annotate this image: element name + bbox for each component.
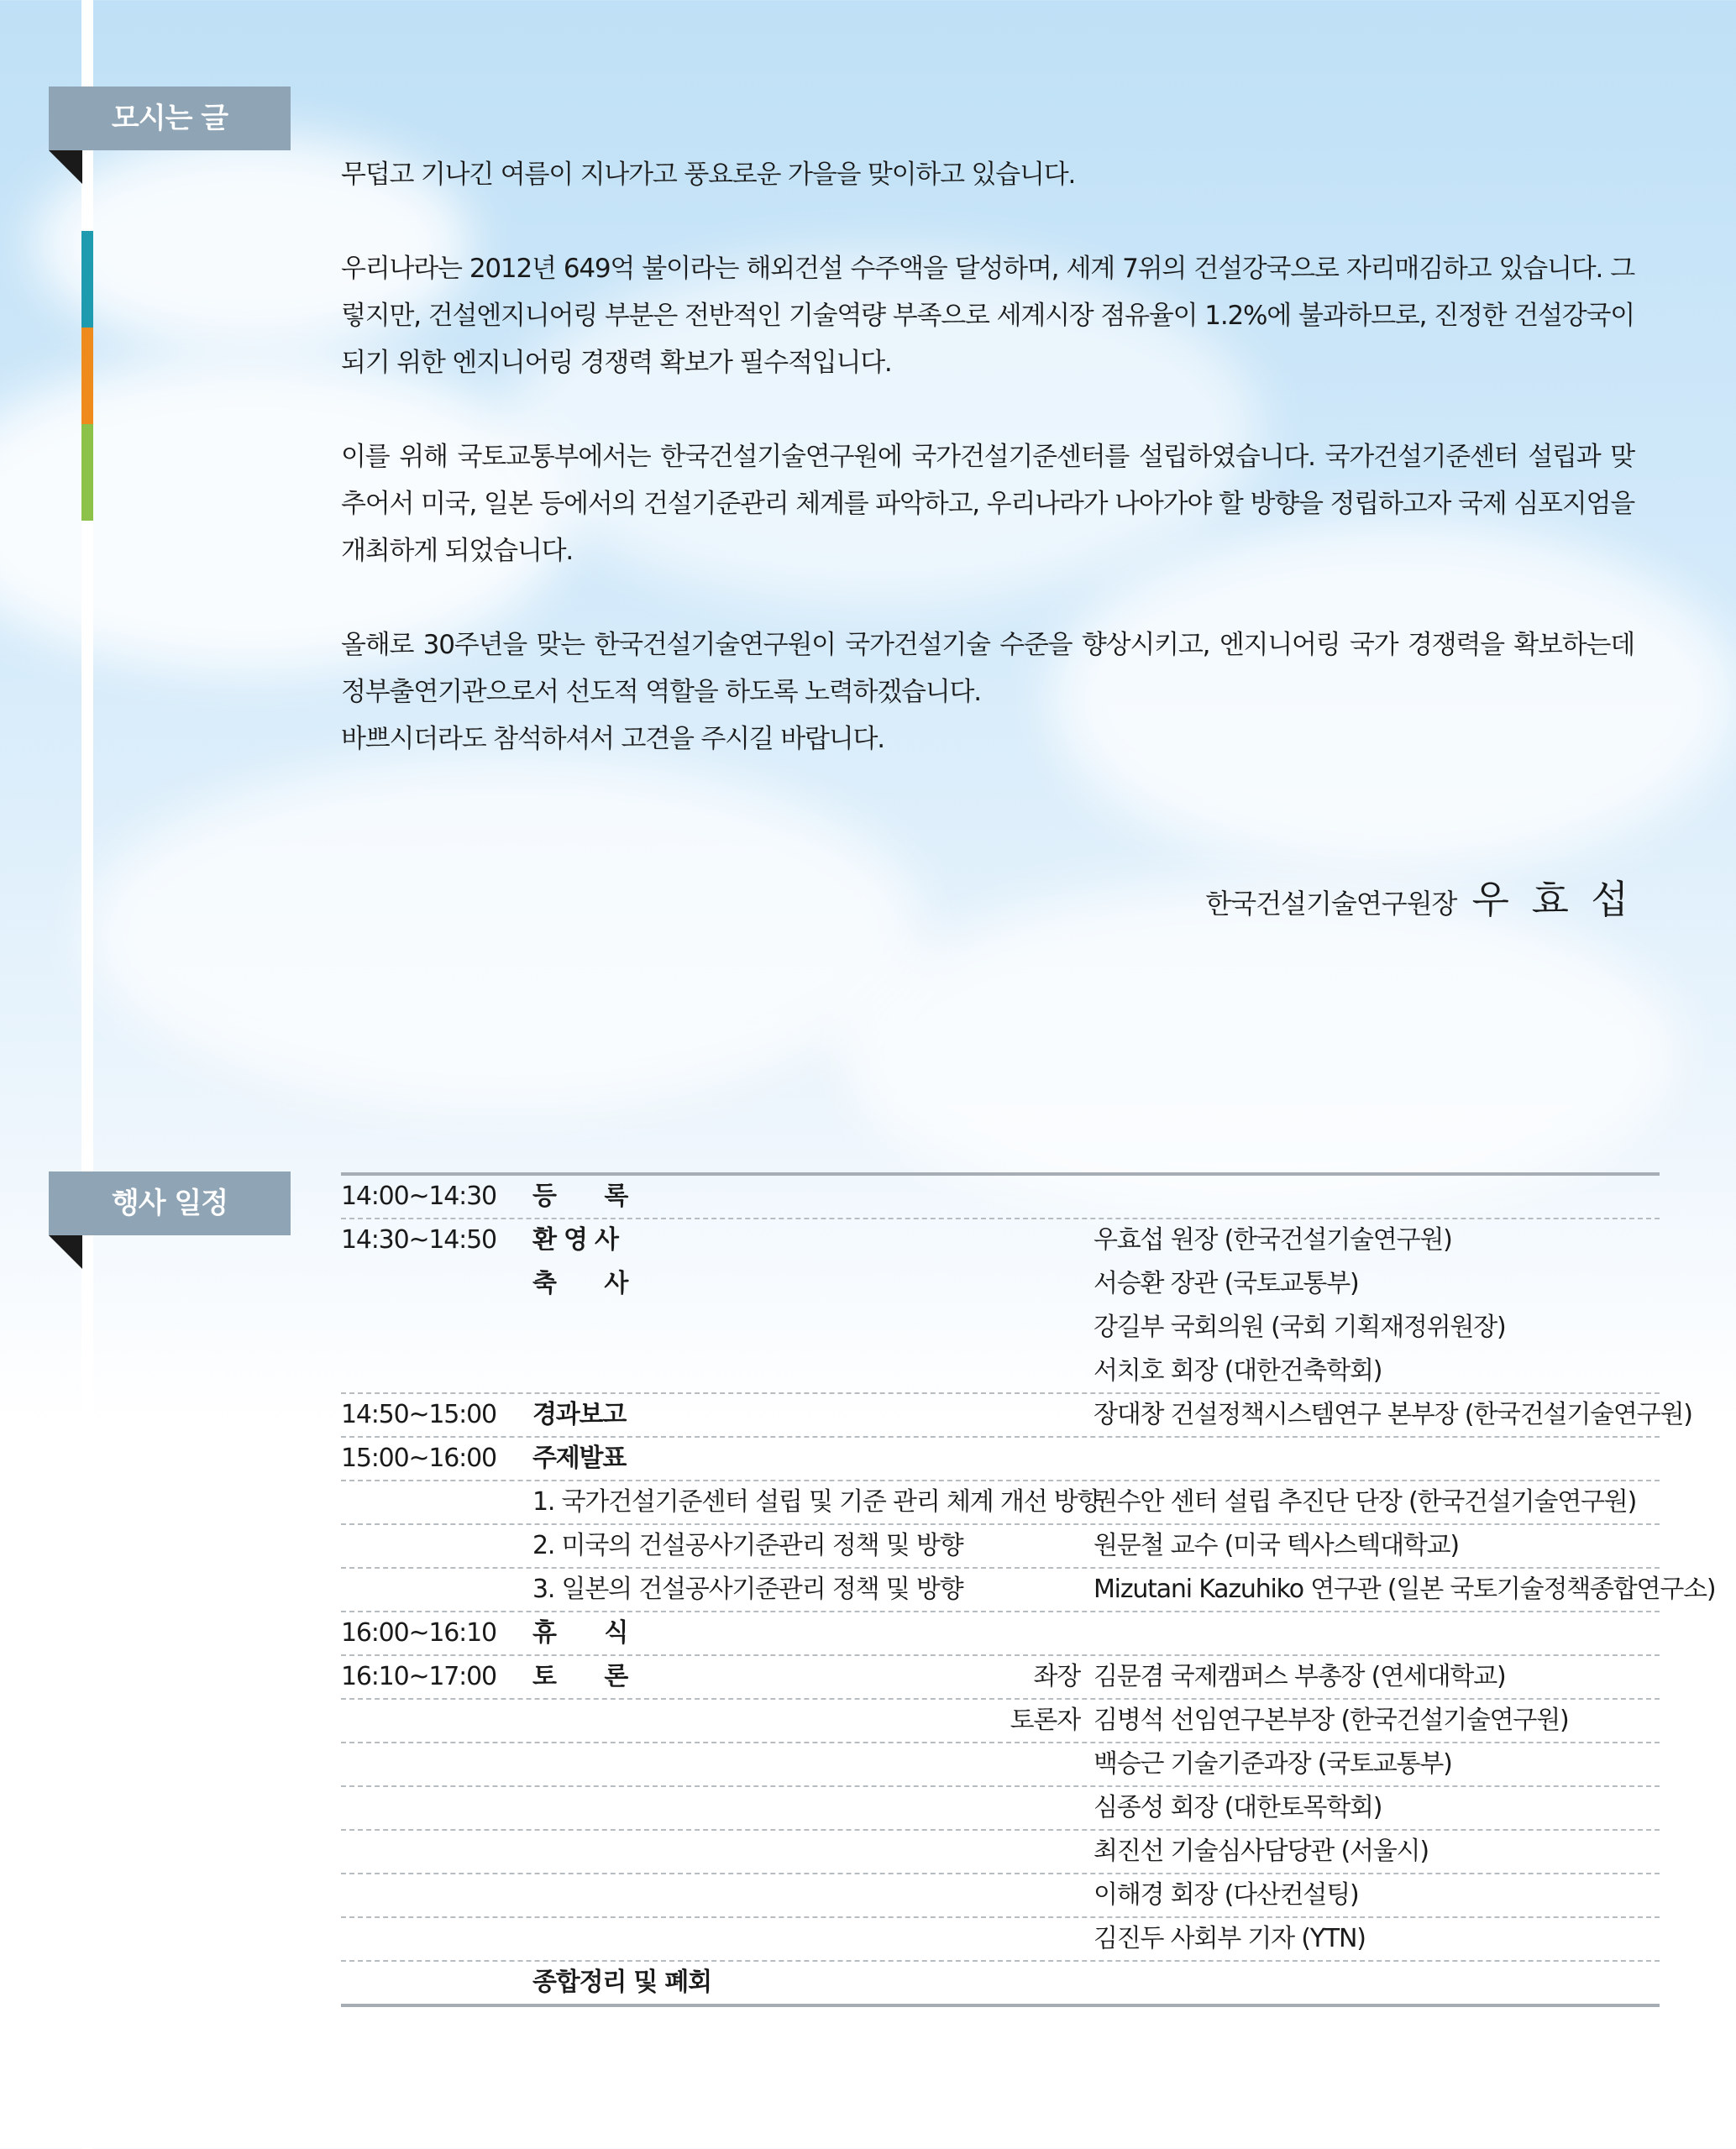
schedule-speaker: 김문겸 국제캠퍼스 부총장 (연세대학교) <box>1094 1662 1506 1691</box>
schedule-program: 3. 일본의 건설공사기준관리 정책 및 방향 <box>532 1575 963 1604</box>
schedule-role: 좌장 <box>1033 1662 1080 1691</box>
schedule-row <box>341 1874 1660 1918</box>
schedule-time: 14:00~14:30 <box>341 1182 496 1211</box>
tab-fold-corner <box>49 1235 82 1269</box>
schedule-program: 2. 미국의 건설공사기준관리 정책 및 방향 <box>532 1531 963 1560</box>
schedule-program: 주제발표 <box>532 1444 627 1473</box>
schedule-role: 토론자 <box>1010 1706 1080 1735</box>
schedule-speaker: 서승환 장관 (국토교통부) <box>1094 1269 1359 1298</box>
signature-name: 우 효 섭 <box>1471 877 1634 922</box>
schedule-row <box>341 1831 1660 1874</box>
schedule-program: 환 영 사 <box>532 1225 618 1255</box>
cloud-decoration <box>840 882 1680 1218</box>
tab-fold-corner <box>49 150 82 184</box>
schedule-speaker: 우효섭 원장 (한국건설기술연구원) <box>1094 1225 1452 1255</box>
schedule-speaker: 백승근 기술기준과장 (국토교통부) <box>1094 1749 1452 1779</box>
schedule-speaker: 원문철 교수 (미국 텍사스텍대학교) <box>1094 1531 1459 1560</box>
signature-title: 한국건설기술연구원장 <box>1205 888 1457 920</box>
stripe-orange <box>81 328 93 424</box>
schedule-speaker: 서치호 회장 (대한건축학회) <box>1094 1356 1382 1386</box>
schedule-row <box>341 1438 1660 1481</box>
schedule-row <box>341 1350 1660 1394</box>
stripe-green <box>81 424 93 521</box>
schedule-row <box>341 1219 1660 1263</box>
schedule-time: 15:00~16:00 <box>341 1444 496 1473</box>
letter-paragraph: 이를 위해 국토교통부에서는 한국건설기술연구원에 국가건설기준센터를 설립하였습니다. 국가건설기준센터 설립과 맞추어서 미국, 일본 등에서의 건설기준관리 체계를 파악하고, 우리나라가 나아가야 할 방향을 정립하고자 국제 심포지엄을 개최하게 되었습니다. <box>341 442 1634 566</box>
schedule-time: 14:30~14:50 <box>341 1225 496 1255</box>
schedule-program: 등 록 <box>532 1182 628 1211</box>
schedule-speaker: 심종성 회장 (대한토목학회) <box>1094 1793 1382 1822</box>
schedule-table <box>341 1172 1716 2007</box>
schedule-speaker: Mizutani Kazuhiko 연구관 (일본 국토기술정책종합연구소) <box>1094 1575 1716 1604</box>
schedule-row <box>341 1307 1660 1350</box>
schedule-row <box>341 1481 1660 1525</box>
schedule-time: 16:10~17:00 <box>341 1662 496 1691</box>
schedule-speaker: 김진두 사회부 기자 (YTN) <box>1094 1924 1366 1953</box>
schedule-time: 16:00~16:10 <box>341 1618 496 1648</box>
schedule-row <box>341 1569 1716 1612</box>
letter-paragraph: 우리나라는 2012년 649억 불이라는 해외건설 수주액을 달성하며, 세계 7위의 건설강국으로 자리매김하고 있습니다. 그렇지만, 건설엔지니어링 부분은 전반적인 기술역량 부족으로 세계시장 점유율이 1.2%에 불과하므로, 진정한 건설강국이 되기 위한 엔지니어링 경쟁력 확보가 필수적입니다. <box>341 254 1634 378</box>
schedule-row <box>341 1787 1660 1831</box>
schedule-row <box>341 1743 1660 1787</box>
schedule-program: 토 론 <box>532 1662 628 1691</box>
stripe-teal <box>81 231 93 328</box>
schedule-speaker: 권수안 센터 설립 추진단 단장 (한국건설기술연구원) <box>1094 1487 1637 1517</box>
schedule-speaker: 김병석 선임연구본부장 (한국건설기술연구원) <box>1094 1706 1569 1735</box>
schedule-row <box>341 1918 1660 1962</box>
invitation-letter <box>341 151 1634 810</box>
letter-paragraph: 무덥고 기나긴 여름이 지나가고 풍요로운 가을을 맞이하고 있습니다. <box>341 160 1076 190</box>
schedule-speaker: 최진선 기술심사담당관 (서울시) <box>1094 1837 1429 1866</box>
schedule-row <box>341 1700 1660 1743</box>
letter-paragraph: 올해로 30주년을 맞는 한국건설기술연구원이 국가건설기술 수준을 향상시키고, 엔지니어링 국가 경쟁력을 확보하는데 정부출연기관으로서 선도적 역할을 하도록 노력하겠습니다. 바쁘시더라도 참석하셔서 고견을 주시길 바랍니다. <box>341 630 1634 754</box>
schedule-speaker: 장대창 건설정책시스템연구 본부장 (한국건설기술연구원) <box>1094 1400 1692 1429</box>
schedule-program: 경과보고 <box>532 1400 627 1429</box>
schedule-speaker: 이해경 회장 (다산컨설팅) <box>1094 1880 1359 1910</box>
section-tab-schedule: 행사 일정 <box>49 1171 291 1235</box>
schedule-program: 축 사 <box>532 1269 628 1298</box>
schedule-row <box>341 1263 1660 1307</box>
schedule-program: 종합정리 및 폐회 <box>532 1968 711 1997</box>
schedule-row <box>341 1656 1660 1700</box>
schedule-time: 14:50~15:00 <box>341 1400 496 1429</box>
section-tab-invitation: 모시는 글 <box>49 86 291 150</box>
schedule-speaker: 강길부 국회의원 (국회 기획재정위원장) <box>1094 1313 1506 1342</box>
schedule-program: 휴 식 <box>532 1618 628 1648</box>
schedule-row <box>341 1394 1692 1438</box>
schedule-row <box>341 1612 1660 1656</box>
schedule-program: 1. 국가건설기준센터 설립 및 기준 관리 체계 개선 방향 <box>532 1487 1101 1517</box>
schedule-row <box>341 1525 1660 1569</box>
schedule-row <box>341 1962 1660 2004</box>
signature <box>1205 869 1634 925</box>
schedule-row <box>341 1176 1660 1219</box>
